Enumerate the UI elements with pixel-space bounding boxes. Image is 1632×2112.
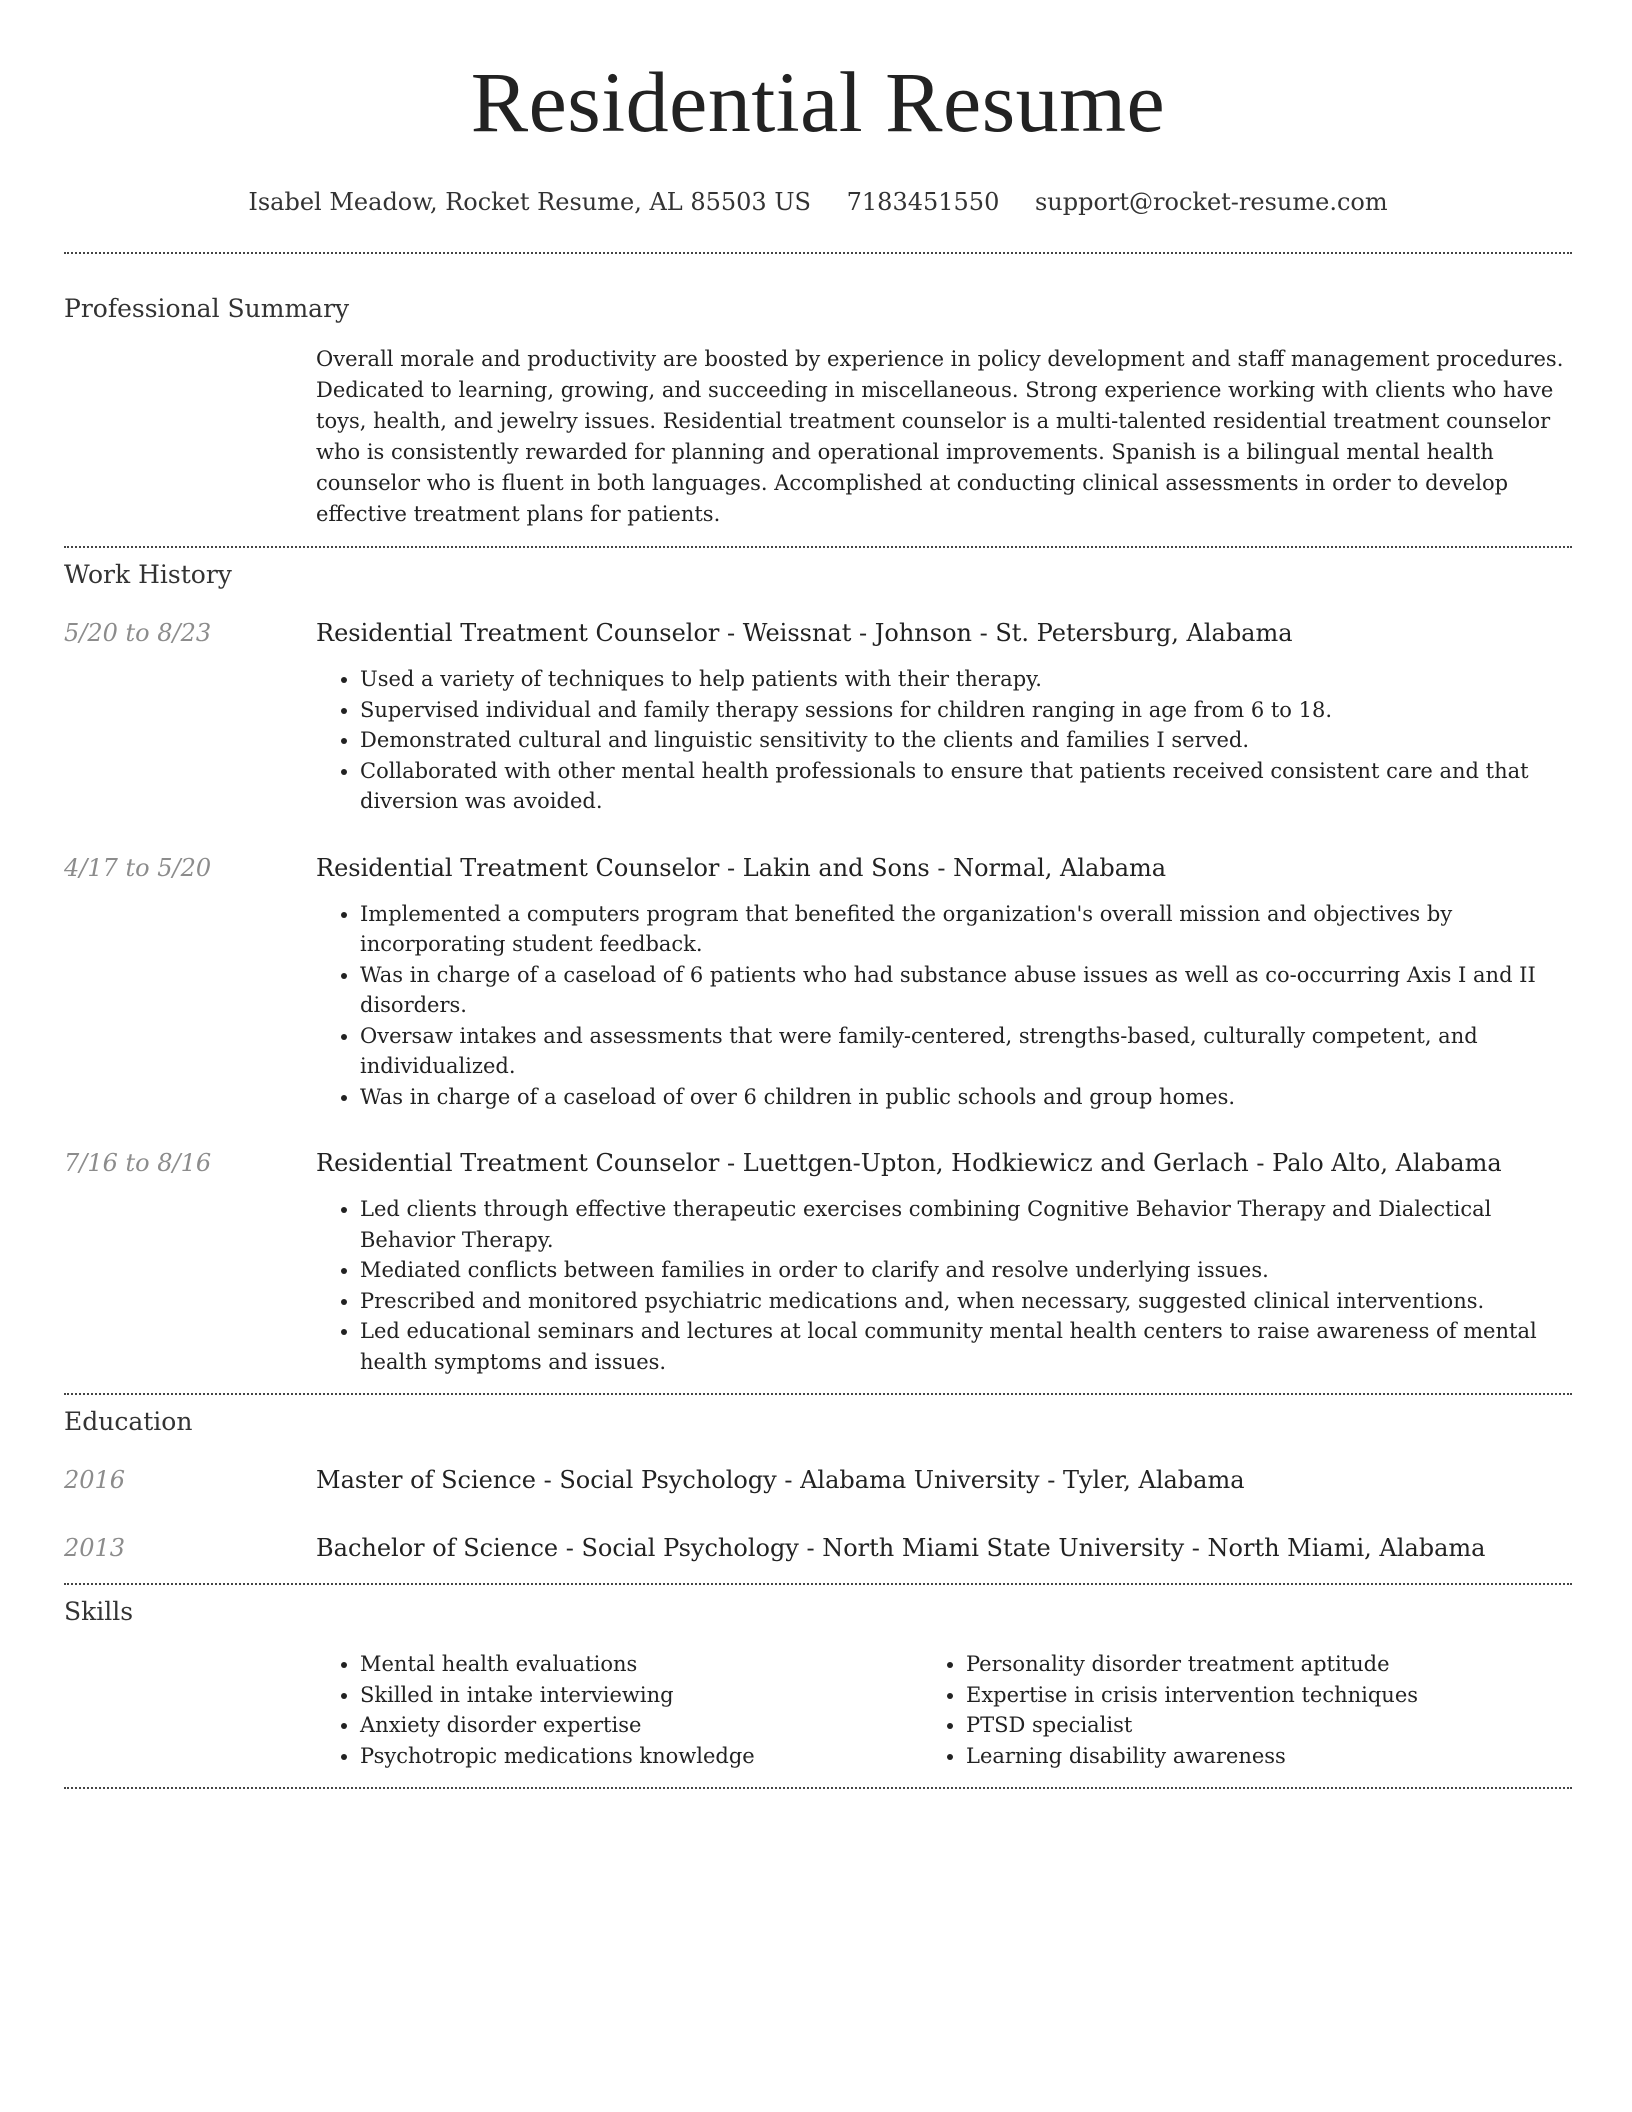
job-bullet: • Was in charge of a caseload of 6 patients who had substance abuse issues as well as co-occurring Axis I and II disorders. <box>360 960 1572 1021</box>
skills-list-left <box>360 1649 966 1771</box>
education-entry <box>64 1463 1572 1497</box>
divider <box>64 1583 1572 1585</box>
contact-email: support@rocket-resume.com <box>1034 188 1388 216</box>
job-bullet: • Was in charge of a caseload of over 6 children in public schools and group homes. <box>360 1082 1572 1113</box>
skills-grid <box>360 1649 1572 1771</box>
education-entry <box>64 1531 1572 1565</box>
education-year: 2016 <box>64 1466 126 1494</box>
job-title: Residential Treatment Counselor - Lakin and Sons - Normal, Alabama <box>316 853 1167 882</box>
job-date: 7/16 to 8/16 <box>64 1149 212 1177</box>
skill-item: • Learning disability awareness <box>966 1741 1572 1772</box>
skills-list-right <box>966 1649 1572 1771</box>
contact-address: Isabel Meadow, Rocket Resume, AL 85503 US <box>248 188 811 216</box>
education-degree: Master of Science - Social Psychology - Alabama University - Tyler, Alabama <box>316 1466 1245 1494</box>
education-degree: Bachelor of Science - Social Psychology - North Miami State University - North Miami, Alabama <box>316 1534 1486 1562</box>
job-title: Residential Treatment Counselor - Luettgen-Upton, Hodkiewicz and Gerlach - Palo Alto, Alabama <box>316 1149 1502 1177</box>
job-bullet: • Implemented a computers program that benefited the organization's overall mission and objectives by incorporating student feedback. <box>360 899 1572 960</box>
job-bullets <box>360 1194 1572 1377</box>
education-year: 2013 <box>64 1534 126 1562</box>
divider <box>64 252 1572 254</box>
resume-page <box>64 0 1572 1789</box>
skill-item: • Mental health evaluations <box>360 1649 966 1680</box>
skill-item: • Anxiety disorder expertise <box>360 1710 966 1741</box>
education-heading: Education <box>64 1407 193 1436</box>
job-entry <box>64 616 1572 817</box>
job-bullet: • Demonstrated cultural and linguistic sensitivity to the clients and families I served. <box>360 725 1572 756</box>
job-entry <box>64 851 1572 1113</box>
summary-heading: Professional Summary <box>64 294 350 323</box>
job-bullet: • Supervised individual and family therapy sessions for children ranging in age from 6 to 18. <box>360 695 1572 726</box>
job-bullets <box>360 899 1572 1113</box>
job-bullet: • Collaborated with other mental health professionals to ensure that patients received consistent care and that diversion was avoided. <box>360 756 1572 817</box>
job-bullet: • Used a variety of techniques to help patients with their therapy. <box>360 664 1572 695</box>
skill-item: • Psychotropic medications knowledge <box>360 1741 966 1772</box>
contact-line <box>64 186 1572 218</box>
job-bullet: • Oversaw intakes and assessments that were family-centered, strengths-based, culturally competent, and individualized. <box>360 1021 1572 1082</box>
skill-item: • Personality disorder treatment aptitude <box>966 1649 1572 1680</box>
skills-heading: Skills <box>64 1597 134 1626</box>
skill-item: • Skilled in intake interviewing <box>360 1680 966 1711</box>
job-bullets <box>360 664 1572 817</box>
summary-text: Overall morale and productivity are boosted by experience in policy development and staff management procedures. Dedicated to learning, growing, and succeeding in miscellaneous. Strong experience working with clients who have toys, health, and jewelry issues. Residential treatment counselor is a multi-talented residential treatment counselor who is consistently rewarded for planning and operational improvements. Spanish is a bilingual mental health counselor who is fluent in both languages. Accomplished at conducting clinical assessments in order to develop effective treatment plans for patients. <box>316 347 1564 526</box>
job-entry <box>64 1146 1572 1377</box>
job-bullet: • Mediated conflicts between families in order to clarify and resolve underlying issues. <box>360 1255 1572 1286</box>
job-bullet: • Prescribed and monitored psychiatric medications and, when necessary, suggested clinical interventions. <box>360 1286 1572 1317</box>
job-bullet: • Led educational seminars and lectures at local community mental health centers to raise awareness of mental health symptoms and issues. <box>360 1316 1572 1377</box>
job-date: 4/17 to 5/20 <box>64 853 212 882</box>
divider <box>64 1393 1572 1395</box>
resume-title: Residential Resume <box>470 54 1166 150</box>
divider <box>64 546 1572 548</box>
skill-item: • Expertise in crisis intervention techniques <box>966 1680 1572 1711</box>
job-bullet: • Led clients through effective therapeutic exercises combining Cognitive Behavior Therapy and Dialectical Behavior Therapy. <box>360 1194 1572 1255</box>
contact-phone: 7183451550 <box>846 188 1000 216</box>
work-history-heading: Work History <box>64 560 232 589</box>
skill-item: • PTSD specialist <box>966 1710 1572 1741</box>
job-date: 5/20 to 8/23 <box>64 619 212 647</box>
divider <box>64 1787 1572 1789</box>
job-title: Residential Treatment Counselor - Weissnat - Johnson - St. Petersburg, Alabama <box>316 619 1293 647</box>
